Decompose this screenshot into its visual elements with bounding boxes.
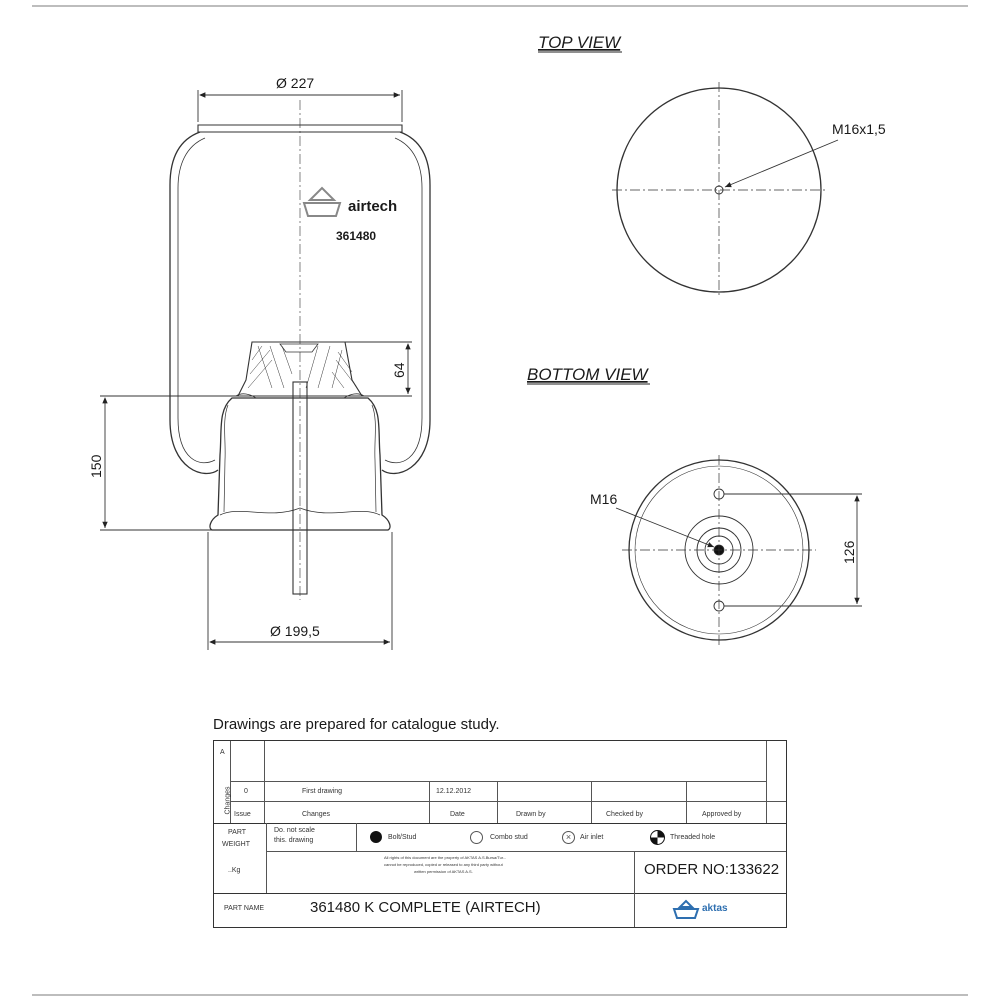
bottom-view <box>616 455 862 645</box>
title-block <box>213 740 787 928</box>
top-view-title: TOP VIEW <box>538 33 621 52</box>
changes-side-label: Changes <box>224 786 232 815</box>
legend-air-inlet: Air inlet <box>580 834 604 841</box>
top-diameter-label: Ø 227 <box>276 75 315 91</box>
legend-threaded-hole: Threaded hole <box>670 834 716 841</box>
company-name: aktas <box>702 903 728 914</box>
part-name-label: PART NAME <box>224 905 265 912</box>
rights-line-2: cannot be reproduced, copied or released to any third party without <box>384 862 503 867</box>
part-weight-label-1: PART <box>228 829 247 836</box>
header-date: Date <box>450 811 465 818</box>
header-drawn-by: Drawn by <box>516 811 546 818</box>
row-0-index: 0 <box>244 788 248 795</box>
airtech-logo-icon <box>304 188 340 216</box>
part-weight-label-2: WEIGHT <box>222 841 250 848</box>
bottom-view-title: BOTTOM VIEW <box>527 365 648 384</box>
combo-stud-symbol-icon <box>470 831 483 844</box>
bolt-stud-symbol-icon <box>370 831 382 843</box>
legend-combo-stud: Combo stud <box>490 834 528 841</box>
bottom-diameter-label: Ø 199,5 <box>270 623 320 639</box>
header-issue: Issue <box>234 811 251 818</box>
height-label: 150 <box>88 454 104 478</box>
scale-note-2: this. drawing <box>274 837 314 844</box>
part-weight-value: ..Kg <box>228 867 241 874</box>
top-thread-label: M16x1,5 <box>832 121 886 137</box>
bottom-thread-label: M16 <box>590 491 618 507</box>
header-changes: Changes <box>302 811 331 818</box>
legend-bolt-stud: Bolt/Stud <box>388 834 417 841</box>
part-name: 361480 K COMPLETE (AIRTECH) <box>310 899 541 916</box>
rights-line-3: written permission of AKTAS A.S. <box>414 869 473 874</box>
air-inlet-symbol-icon: × <box>562 831 575 844</box>
bolt-spacing-label: 126 <box>841 540 857 564</box>
header-approved-by: Approved by <box>702 811 742 818</box>
piston-height-label: 64 <box>391 362 407 378</box>
rights-line-1: All rights of this document are the property of AKTAS A.S.Bursa/Tur... <box>384 855 507 860</box>
side-view <box>100 90 430 650</box>
catalogue-note: Drawings are prepared for catalogue study. <box>213 716 500 733</box>
row-0-text: First drawing <box>302 788 343 795</box>
top-view <box>612 82 838 298</box>
bellows-code-text: 361480 <box>336 229 377 243</box>
scale-note-1: Do. not scale <box>274 827 315 834</box>
bellows-brand-text: airtech <box>348 198 398 215</box>
threaded-hole-symbol-icon <box>650 830 665 845</box>
row-a-index: A <box>220 749 225 756</box>
row-0-date: 12.12.2012 <box>436 788 472 795</box>
header-checked-by: Checked by <box>606 811 643 818</box>
order-number: ORDER NO:133622 <box>644 861 780 878</box>
